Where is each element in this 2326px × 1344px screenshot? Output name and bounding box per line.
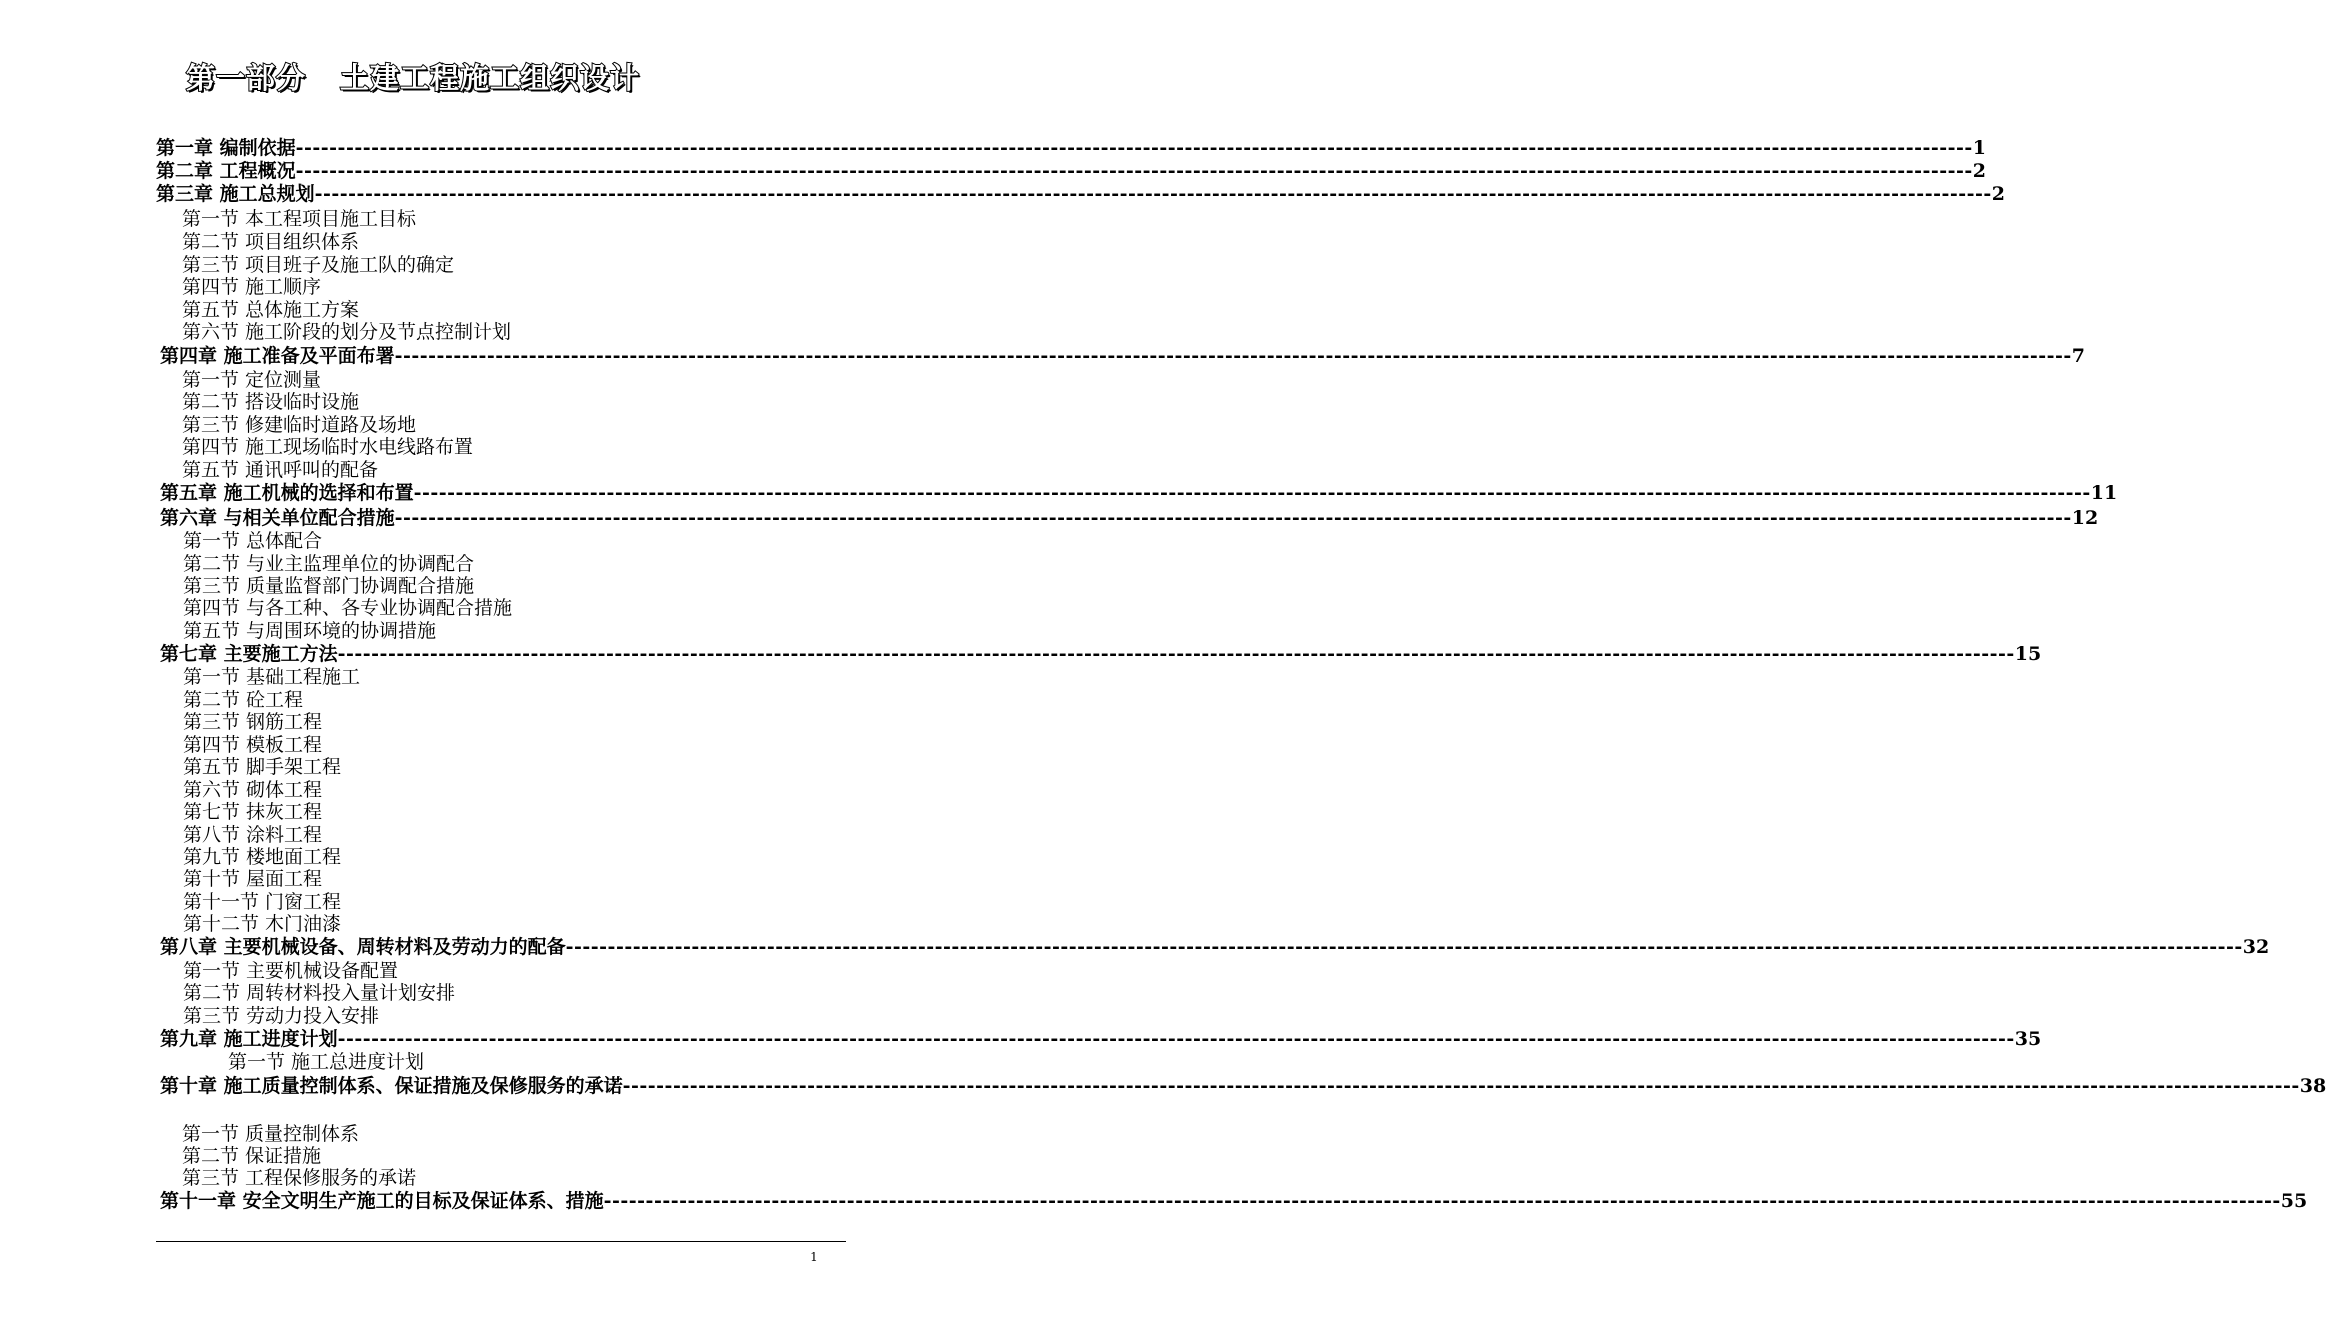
toc-section[interactable]: 第三节 钢筋工程	[183, 711, 323, 733]
toc-section[interactable]: 第一节 总体配合	[183, 530, 323, 552]
toc-chapter-9[interactable]: 第九章 施工进度计划 -------------------------------------------------------------------------------------------------------------------------------------------------------------------------------------------------------- 35	[160, 1028, 2042, 1050]
document-title	[186, 56, 640, 97]
toc-section[interactable]: 第二节 周转材料投入量计划安排	[183, 982, 456, 1004]
leader-dots: --------------------------------------------------------------------------------------------------------------------------------------------------------------------------------------------------------	[337, 1028, 2015, 1050]
leader-dots: --------------------------------------------------------------------------------------------------------------------------------------------------------------------------------------------------------	[622, 1075, 2300, 1097]
toc-chapter-4[interactable]: 第四章 施工准备及平面布署 -------------------------------------------------------------------------------------------------------------------------------------------------------------------------------------------------------- 7	[160, 345, 2086, 367]
toc-section[interactable]: 第五节 通讯呼叫的配备	[182, 459, 379, 481]
toc-section[interactable]: 第二节 项目组织体系	[182, 231, 360, 253]
toc-section[interactable]: 第三节 修建临时道路及场地	[182, 414, 417, 436]
leader-dots: --------------------------------------------------------------------------------------------------------------------------------------------------------------------------------------------------------	[565, 936, 2243, 958]
leader-dots: --------------------------------------------------------------------------------------------------------------------------------------------------------------------------------------------------------	[603, 1190, 2281, 1212]
toc-chapter-2[interactable]: 第二章 工程概况 -------------------------------------------------------------------------------------------------------------------------------------------------------------------------------------------------------- 2	[156, 160, 1987, 182]
toc-chapter-8[interactable]: 第八章 主要机械设备、周转材料及劳动力的配备 -------------------------------------------------------------------------------------------------------------------------------------------------------------------------------------------------------- 32	[160, 936, 2270, 958]
toc-section[interactable]: 第十二节 木门油漆	[183, 913, 342, 935]
leader-dots: --------------------------------------------------------------------------------------------------------------------------------------------------------------------------------------------------------	[337, 643, 2015, 665]
title-name: 土建工程施工组织设计	[340, 61, 641, 95]
toc-section[interactable]: 第五节 总体施工方案	[182, 299, 360, 321]
toc-section[interactable]: 第二节 砼工程	[183, 689, 304, 711]
leader-dots: --------------------------------------------------------------------------------------------------------------------------------------------------------------------------------------------------------	[314, 183, 1992, 205]
toc-section[interactable]: 第三节 工程保修服务的承诺	[182, 1167, 417, 1189]
toc-section[interactable]: 第六节 砌体工程	[183, 779, 323, 801]
toc-chapter-5[interactable]: 第五章 施工机械的选择和布置 -------------------------------------------------------------------------------------------------------------------------------------------------------------------------------------------------------- 11	[160, 482, 2118, 504]
page-number: 1	[810, 1250, 818, 1264]
toc-section[interactable]: 第十一节 门窗工程	[183, 891, 342, 913]
toc-section[interactable]: 第二节 搭设临时设施	[182, 391, 360, 413]
toc-section[interactable]: 第一节 定位测量	[182, 369, 322, 391]
toc-section[interactable]: 第九节 楼地面工程	[183, 846, 342, 868]
toc-section[interactable]: 第五节 脚手架工程	[183, 756, 342, 778]
toc-section[interactable]: 第三节 项目班子及施工队的确定	[182, 254, 455, 276]
toc-section[interactable]: 第四节 施工顺序	[182, 276, 322, 298]
toc-chapter-11[interactable]: 第十一章 安全文明生产施工的目标及保证体系、措施 -------------------------------------------------------------------------------------------------------------------------------------------------------------------------------------------------------- 55	[160, 1190, 2308, 1212]
toc-section[interactable]: 第四节 施工现场临时水电线路布置	[182, 436, 474, 458]
toc-section[interactable]: 第一节 施工总进度计划	[228, 1051, 425, 1073]
toc-chapter-6[interactable]: 第六章 与相关单位配合措施 -------------------------------------------------------------------------------------------------------------------------------------------------------------------------------------------------------- 12	[160, 507, 2099, 529]
leader-dots: --------------------------------------------------------------------------------------------------------------------------------------------------------------------------------------------------------	[295, 160, 1973, 182]
leader-dots: --------------------------------------------------------------------------------------------------------------------------------------------------------------------------------------------------------	[394, 507, 2072, 529]
toc-section[interactable]: 第四节 模板工程	[183, 734, 323, 756]
toc-section[interactable]: 第三节 劳动力投入安排	[183, 1005, 380, 1027]
toc-chapter-3[interactable]: 第三章 施工总规划 -------------------------------------------------------------------------------------------------------------------------------------------------------------------------------------------------------- 2	[156, 183, 2006, 205]
toc-section[interactable]: 第一节 主要机械设备配置	[183, 960, 399, 982]
toc-section[interactable]: 第三节 质量监督部门协调配合措施	[183, 575, 475, 597]
toc-chapter-7[interactable]: 第七章 主要施工方法 -------------------------------------------------------------------------------------------------------------------------------------------------------------------------------------------------------- 15	[160, 643, 2042, 665]
toc-section[interactable]: 第六节 施工阶段的划分及节点控制计划	[182, 321, 512, 343]
leader-dots: --------------------------------------------------------------------------------------------------------------------------------------------------------------------------------------------------------	[413, 482, 2091, 504]
title-part: 第一部分	[186, 61, 307, 95]
toc-section[interactable]: 第十节 屋面工程	[183, 868, 323, 890]
toc-section[interactable]: 第二节 与业主监理单位的协调配合	[183, 553, 475, 575]
toc-section[interactable]: 第一节 质量控制体系	[182, 1123, 360, 1145]
toc-section[interactable]: 第二节 保证措施	[182, 1145, 322, 1167]
footer-divider	[156, 1241, 846, 1242]
toc-section[interactable]: 第八节 涂料工程	[183, 824, 323, 846]
toc-section[interactable]: 第七节 抹灰工程	[183, 801, 323, 823]
leader-dots: --------------------------------------------------------------------------------------------------------------------------------------------------------------------------------------------------------	[394, 345, 2072, 367]
toc-section[interactable]: 第一节 本工程项目施工目标	[182, 208, 417, 230]
toc-section[interactable]: 第一节 基础工程施工	[183, 666, 361, 688]
leader-dots: --------------------------------------------------------------------------------------------------------------------------------------------------------------------------------------------------------	[295, 137, 1973, 159]
toc-section[interactable]: 第四节 与各工种、各专业协调配合措施	[183, 597, 513, 619]
toc-section[interactable]: 第五节 与周围环境的协调措施	[183, 620, 437, 642]
toc-chapter-10[interactable]: 第十章 施工质量控制体系、保证措施及保修服务的承诺 -------------------------------------------------------------------------------------------------------------------------------------------------------------------------------------------------------- 38	[160, 1075, 2326, 1097]
toc-chapter-1[interactable]: 第一章 编制依据 -------------------------------------------------------------------------------------------------------------------------------------------------------------------------------------------------------- 1	[156, 137, 1987, 159]
